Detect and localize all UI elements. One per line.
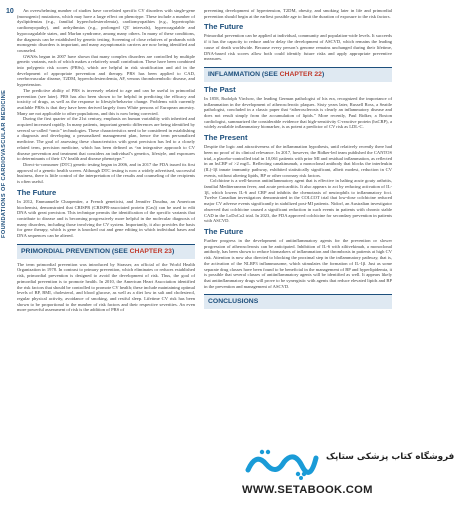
section-bar-label: PRIMORDIAL PREVENTION (SEE [21,247,130,255]
left-column [17,8,195,313]
section-heading-future: The Future [17,187,57,197]
right-column [204,8,392,312]
section-heading-future: The Future [204,22,244,32]
chapter-link[interactable]: CHAPTER 22 [279,70,322,78]
page-number: 10 [6,8,14,15]
paragraph: Primordial prevention can be applied at individual, community and population-wide levels. It succeeds if it has the capacity to reduce and/or delay the development of ASCVD, which remains the leading cause of death worldwide. Because every person’s genome remains unchanged during their lifetime, DNA-based risk scores allow both could identify future risks and apply appropriate preventive measures. [204,33,392,62]
section-bar-inflammation [204,67,392,82]
section-bar-label: CONCLUSIONS [208,298,259,306]
section-bar-conclusions [204,294,392,309]
chapter-link[interactable]: CHAPTER 23 [129,247,172,255]
paragraph: Further progress in the development of antiinflammatory agents for the prevention or slower progression of atherosclerosis can be anticipated. Inhibition of IL-6 with ziltivekimab, a monoclonal antibody, has been shown to reduce biomarkers of inflammation and thrombosis in patients at high CV risk. Attention is now also directed to blocking the proximal step in the inflammatory pathway, that is, the activation of the NLRP3 inflammasome, which stimulates the formation of IL-1β. Just as some separate drug classes have been found to be beneficial in the management of BP and hyperlipidemia, it is possible that several classes of antiinflammatory agents will be identified as well. It appears likely that antiinflammatory drugs will prove to be synergistic with agents that reduce elevated lipids and BP in the prevention and management of ASCVD. [204,237,392,289]
section-bar-end: ) [171,247,175,255]
setabook-logo-icon [242,444,320,480]
paragraph: The term primordial prevention was introduced by Strasser, an official of the World Health Organization in 1978. In contrast to primary prevention, which eliminates or reduces established risk, primordial prevention is designed to avoid the development of risk. Thus, the goal of primordial prevention is to promote health. In 2010, the American Heart Association identified the risk factors that should be controlled to promote CV health; these include maintaining optimal levels of BP, BMI, cholesterol, and blood glucose, as well as a diet low in salt and cholesterol, regular physical activity, avoidance of smoking, and restful sleep. Lifetime CV risk has been shown to be proportional to the number of risk factors and their respective severities. An even more powerful assessment of risk is the addition of PRS of [17,261,195,313]
paragraph: GWASs begun in 2007 have shown that many complex disorders are controlled by multiple genetic variants, each of which makes a relatively small contribution. These have been combined into polygenic risk scores (PRSs), which are helpful in risk stratification and aid in the development of appropriate prevention and therapy. PRS has been applied to CAD, cerebrovascular disease, T2DM, hypercholesterolemia, AF, venous thromboembolic disease, and hypertension. [17,53,195,88]
paragraph: The predictive ability of PRS is inversely related to age and can be useful in primordial prevention (see later). PRS has also been shown to be helpful in predicting the efficacy and toxicity of drugs, as well as the response to lifestyle/behavior change. Problems with currently available PRSs is that they have been derived largely from White persons of European ancestry. Many are not applicable to other populations, and this is now being corrected. [17,87,195,116]
side-tab-label: FOUNDATIONS OF CARDIOVASCULAR MEDICINE [1,89,7,238]
section-bar-end: ) [321,70,325,78]
section-heading-present: The Present [204,133,248,143]
section-bar-label: INFLAMMATION (SEE [208,70,280,78]
paragraph: preventing development of hypertension, T2DM, obesity, and smoking later in life and primordial prevention should begin at the earliest possible age to limit the duration of exposure to the risk factors. [204,8,392,19]
watermark-url[interactable]: WWW.SETABOOK.COM [242,484,373,496]
section-heading-future: The Future [204,226,244,236]
watermark [240,444,454,508]
side-tab [0,20,13,250]
paragraph: Direct-to-consumer (DTC) genetic testing began in 2006, and in 2017 the FDA issued its first approval of a genetic health screen. Although DTC testing is now a widely advertised, successful business, there is little control of the interpretation of the results and counseling of the recipients is often useful. [17,161,195,185]
paragraph: During the first quarter of the 21st century, emphasis on human variability with inherited and acquired increased rapidly. In many patients, important genetic differences are being identified by several so-called “omic” technologies. These characteristics need to be considered in establishing a diagnosis and developing a personalized management plan, hence the term personalized medicine. The goal of assessing these characteristics with great precision has led to a closely related term, precision medicine, which has been defined as “an integrative approach to CV disease prevention and treatment that considers an individual’s genetics, lifestyle, and exposures to determinants of their CV health and disease phenotype.” [17,116,195,162]
watermark-tagline: فروشگاه کتاب پزشکی ستاپک [326,452,454,462]
paragraph: An overwhelming number of studies have correlated specific CV disorders with single-gene (monogenic) mutations, which may have a large effect on phenotype. These include a number of dyslipidemias (e.g., familial hypercholesterolemia), cardiomyopathies (e.g., hypertrophic cardiomyopathy), and arrhythmias (e.g., prolonged QT intervals), hypercoagulable and hypocoagulable states, and Marfan syndrome, among many others. In many of these conditions, the diagnosis can be established by genetic testing. Screening of close relatives of probands with monogenic disorders is important, and many asymptomatic carriers are now being identified and counseled. [17,8,195,53]
section-heading-past: The Past [204,84,236,94]
paragraph: Colchicine is a well-known antiinflammatory agent that is effective in halting acute gouty arthritis, familial Mediterranean fever, and acute pericarditis. It also appears to act by reducing activation of IL-1β, which lowers IL-6 and CRP and inhibits the chemotaxis of neutrophils to inflammatory foci. Twelve Canadian investigators demonstrated in the COLCOT trial that low-dose colchicine reduced major CV adverse events significantly in stabilized post-MI patients. Nidorf, an Australian investigator observed that colchicine caused a significant reduction in such events in patients with chronic stable CAD in the LoDoCo2 trial. In 2023, the FDA approved colchicine for secondary prevention in patients with ASCVD. [204,178,392,224]
section-bar-primordial-prevention [17,244,195,259]
paragraph: Despite the logic and attractiveness of the inflammation hypothesis, until relatively recently there had been no proof of its clinical relevance. In 2017, however, the Ridker-led team published the CANTOS trial, a placebo-controlled trial in 10,061 patients with prior MI and residual inflammation, as reflected in an hsCRP of >2 mg/L. Reflecting canakinumab, a monoclonal antibody that blocks the interleukin (IL)-1β innate immunity pathway, exhibited statistically significant, albeit modest, reduction in CV events, without altering lipids, BP or other coronary risk factors. [204,144,392,178]
paragraph: In 1858, Rudolph Virchow, the leading German pathologist of his era, recognized the importance of inflammation in the development of atherosclerotic plaques. Sixty years later, Russell Ross, a Seattle pathologist, concluded in a classic paper that “atherosclerosis is clearly an inflammatory disease and does not result simply from the accumulation of lipids.” More recently, Paul Ridker, a Boston cardiologist, summarized the considerable evidence that high-sensitivity C-reactive protein (hsCRP), a widely available inflammatory biomarker, is as potent a predictor of CV risk as LDL-C. [204,95,392,130]
paragraph: In 2012, Emmanuelle Charpentier, a French geneticist, and Jennifer Doudna, an American biochemist, demonstrated that CRISPR (CRISPR-associated protein (Cas)) can be used to edit DNA with great precision. This technique permits the identification of the specific variants that contribute to disease and is becoming progressively more helpful in the molecular diagnosis of many disorders, including those involving the CV system. Importantly, it also provides the basis for gene therapy, which is gene is knocked out and gene editing in which individual bases and DNA sequences can be altered. [17,198,195,239]
